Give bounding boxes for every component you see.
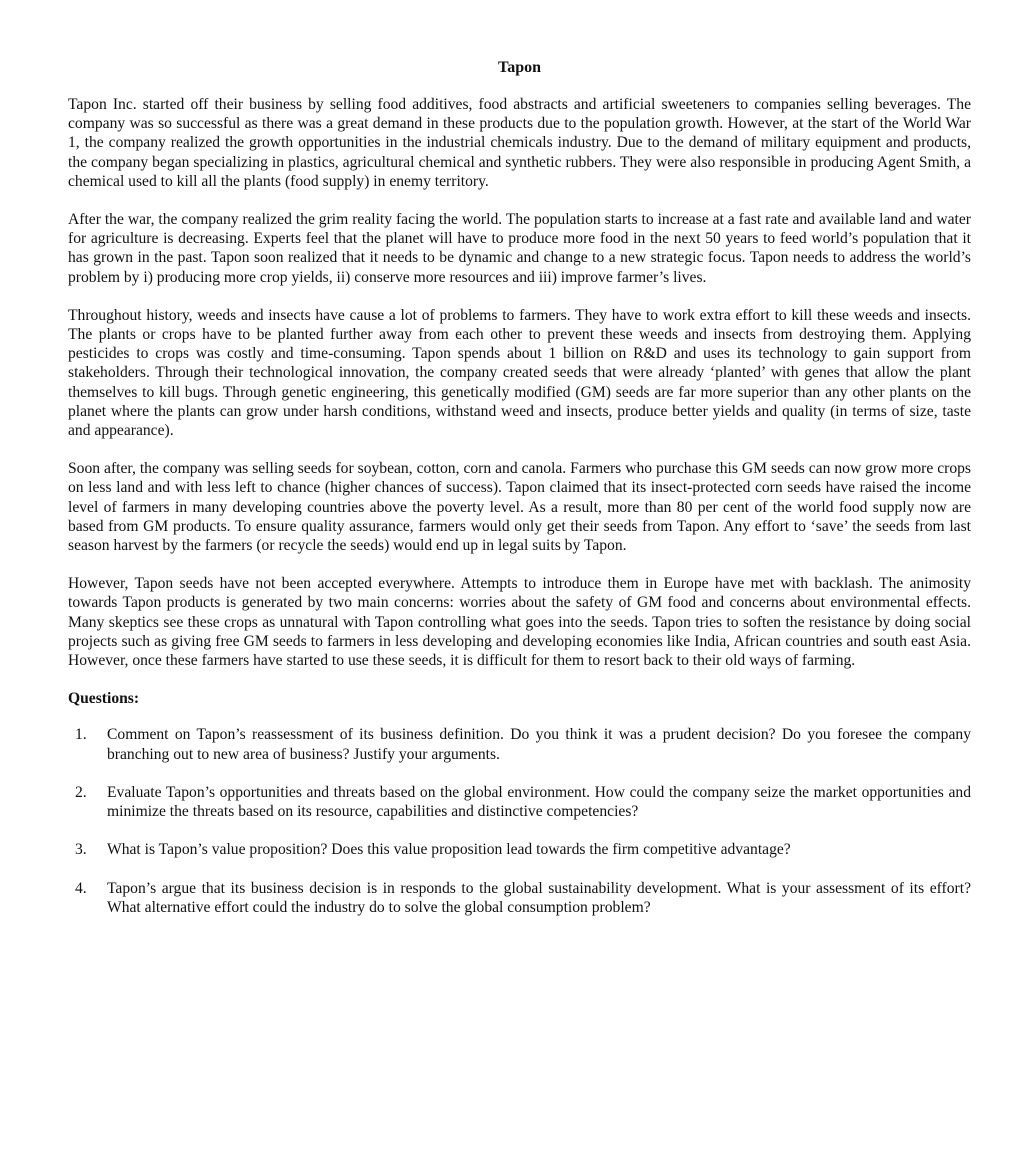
question-text: What is Tapon’s value proposition? Does this value proposition lead towards the firm competitive advantage? bbox=[107, 841, 791, 859]
question-number: 1. bbox=[75, 726, 87, 744]
question-number: 3. bbox=[75, 841, 87, 859]
document-page bbox=[68, 58, 971, 936]
question-text: Comment on Tapon’s reassessment of its business definition. Do you think it was a prudent decision? Do you foresee the company branching out to new area of business? Justify your arguments. bbox=[107, 726, 971, 763]
question-item bbox=[68, 783, 971, 821]
paragraph-market-growth: Soon after, the company was selling seeds for soybean, cotton, corn and canola. Farmers who purchase this GM seeds can now grow more crops on less land and with less left to chance (higher chances of success). Tapon claimed that its insect-protected corn seeds have raised the income level of farmers in many developing countries above the poverty level. As a result, more than 80 per cent of the world food supply now are based from GM products. To ensure quality assurance, farmers would only get their seeds from Tapon. Any effort to ‘save’ the seeds from last season harvest by the farmers (or recycle the seeds) would end up in legal suits by Tapon. bbox=[68, 460, 971, 555]
questions-heading: Questions: bbox=[68, 690, 140, 708]
paragraph-history: Tapon Inc. started off their business by selling food additives, food abstracts and artificial sweeteners to companies selling beverages. The company was so successful as there was a great demand in these products due to the population growth. However, at the start of the World War 1, the company realized the growth opportunities in the industrial chemicals industry. Due to the demand of military equipment and products, the company began specializing in plastics, agricultural chemical and synthetic rubbers. They were also responsible in producing Agent Smith, a chemical used to kill all the plants (food supply) in enemy territory. bbox=[68, 96, 971, 190]
question-text: Tapon’s argue that its business decision is in responds to the global sustainability development. What is your assessment of its effort? What alternative effort could the industry do to solve the global consumption problem? bbox=[107, 879, 971, 916]
question-text: Evaluate Tapon’s opportunities and threats based on the global environment. How could the company seize the market opportunities and minimize the threats based on its resource, capabilities and distinctive competencies? bbox=[107, 783, 971, 821]
question-item bbox=[68, 879, 971, 917]
paragraph-strategic-focus: After the war, the company realized the grim reality facing the world. The population starts to increase at a fast rate and available land and water for agriculture is decreasing. Experts feel that the planet will have to produce more food in the next 50 years to feed world’s population that it has grown in the past. Tapon soon realized that it needs to be dynamic and change to a new strategic focus. Tapon needs to address the world’s problem by i) producing more crop yields, ii) conserve more resources and iii) improve farmer’s lives. bbox=[68, 211, 971, 286]
question-number: 2. bbox=[75, 783, 87, 801]
questions-list bbox=[68, 725, 971, 916]
question-item bbox=[68, 725, 971, 763]
paragraph-gm-seeds: Throughout history, weeds and insects have cause a lot of problems to farmers. They have to work extra effort to kill these weeds and insects. The plants or crops have to be planted further away from each other to prevent these weeds and insects from destroying them. Applying pesticides to crops was costly and time-consuming. Tapon spends about 1 billion on R&D and uses its technology to gain support from stakeholders. Through their technological innovation, the company created seeds that were already ‘planted’ with genes that allow the plant themselves to kill bugs. Through genetic engineering, this genetically modified (GM) seeds are far more superior than any other plants on the planet where the plants can grow under harsh conditions, withstand weed and insects, produce better yields and quality (in terms of size, taste and appearance). bbox=[68, 306, 971, 440]
document-title: Tapon bbox=[498, 59, 541, 76]
question-number: 4. bbox=[75, 879, 87, 897]
question-item bbox=[68, 840, 971, 859]
paragraph-backlash: However, Tapon seeds have not been accepted everywhere. Attempts to introduce them in Europe have met with backlash. The animosity towards Tapon products is generated by two main concerns: worries about the safety of GM food and concerns about environmental effects. Many skeptics see these crops as unnatural with Tapon controlling what goes into the seeds. Tapon tries to soften the resistance by doing social projects such as giving free GM seeds to farmers in less developing and developing economies like India, African countries and south east Asia. However, once these farmers have started to use these seeds, it is difficult for them to resort back to their old ways of farming. bbox=[68, 575, 971, 670]
